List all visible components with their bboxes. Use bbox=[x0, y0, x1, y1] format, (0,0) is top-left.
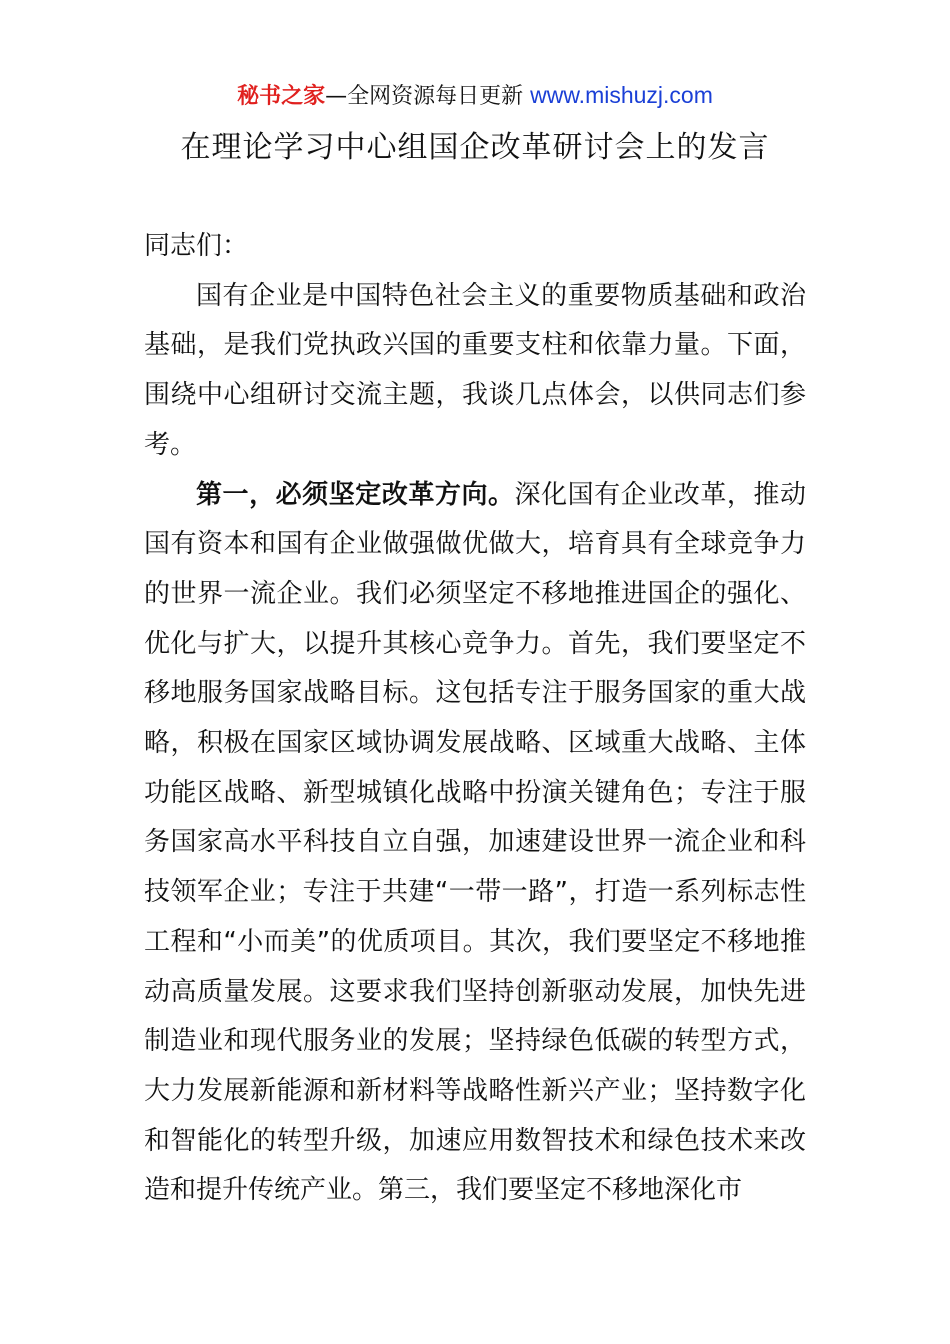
document-body bbox=[144, 222, 806, 1216]
salutation: 同志们： bbox=[144, 231, 249, 261]
document-title: 在理论学习中心组国企改革研讨会上的发言 bbox=[180, 130, 770, 165]
section-one-body: 深化国有企业改革，推动国有资本和国有企业做强做优做大，培育具有全球竞争力的世界一流企业。我们必须坚定不移地推进国企的强化、优化与扩大，以提升其核心竞争力。首先，我们要坚定不移地服务国家战略目标。这包括专注于服务国家的重大战略，积极在国家区域协调发展战略、区域重大战略、主体功能区战略、新型城镇化战略中扮演关键角色；专注于服务国家高水平科技自立自强，加速建设世界一流企业和科技领军企业；专注于共建“一带一路”，打造一系列标志性工程和“小而美”的优质项目。其次，我们要坚定不移地推动高质量发展。这要求我们坚持创新驱动发展，加快先进制造业和现代服务业的发展；坚持绿色低碳的转型方式，大力发展新能源和新材料等战略性新兴产业；坚持数字化和智能化的转型升级，加速应用数智技术和绿色技术来改造和提升传统产业。第三，我们要坚定不移地深化市 bbox=[144, 479, 806, 1206]
site-brand: 秘书之家 bbox=[237, 84, 326, 109]
intro-paragraph: 国有企业是中国特色社会主义的重要物质基础和政治基础，是我们党执政兴国的重要支柱和依靠力量。下面，围绕中心组研讨交流主题，我谈几点体会，以供同志们参考。 bbox=[144, 280, 806, 460]
section-one-heading: 第一，必须坚定改革方向。 bbox=[196, 479, 515, 510]
site-url-link[interactable]: www.mishuzj.com bbox=[530, 82, 713, 108]
site-tagline: —全网资源每日更新 bbox=[325, 84, 524, 109]
site-header bbox=[0, 78, 950, 114]
section-one-paragraph bbox=[144, 471, 806, 1217]
